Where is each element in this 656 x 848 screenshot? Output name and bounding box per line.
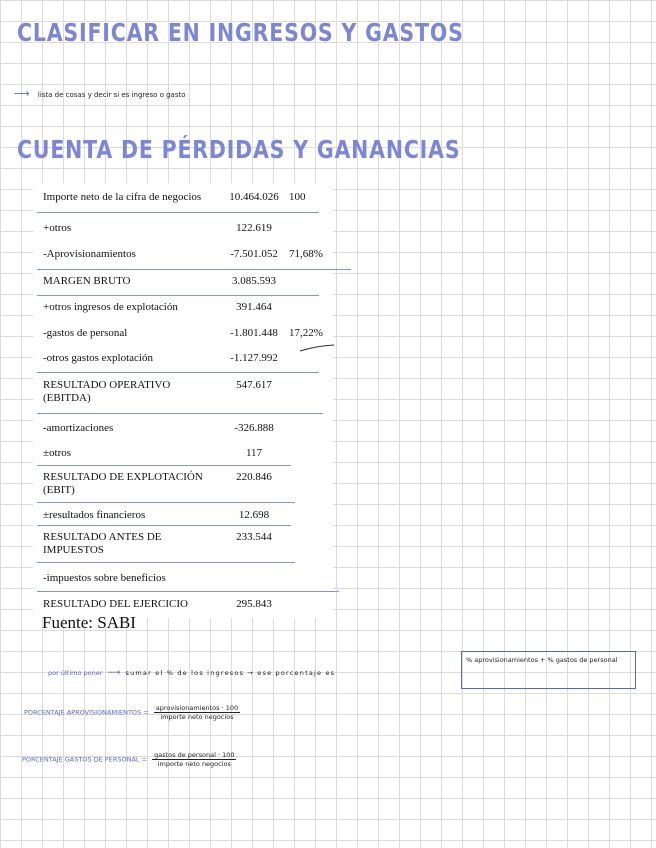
table-row	[33, 443, 333, 465]
table-row	[33, 563, 333, 591]
note-text-1: lista de cosas y decir si es ingreso o gasto	[37, 91, 186, 99]
arrow-icon: ⟶	[14, 87, 30, 100]
row-label: RESULTADO ANTES DE IMPUESTOS	[43, 531, 162, 556]
row-label: -impuestos sobre beneficios	[43, 572, 166, 584]
income-statement-table	[33, 183, 333, 618]
row-label: +otros ingresos de explotación	[43, 301, 178, 313]
highlight-box	[461, 651, 636, 689]
row-label: ±resultados financieros	[43, 509, 146, 521]
row-label: +otros	[43, 222, 72, 234]
formula-gastos-personal	[22, 749, 236, 768]
table-row	[33, 373, 333, 413]
table-row	[33, 466, 333, 502]
row-value: 12.698	[238, 509, 270, 521]
row-label: Importe neto de la cifra de negocios	[43, 191, 202, 203]
row-value: -1.801.448	[230, 327, 278, 339]
row-percent: 100	[289, 191, 306, 203]
note-line-1	[14, 82, 186, 101]
arrow-icon: ⟶	[107, 668, 121, 678]
table-row	[33, 322, 333, 347]
heading-profit-loss: CUENTA DE PÉRDIDAS Y GANANCIAS	[17, 135, 461, 164]
table-row	[33, 213, 333, 246]
table-row	[33, 246, 333, 269]
row-label: RESULTADO DEL EJERCICIO	[43, 598, 188, 610]
table-row	[33, 503, 333, 525]
denominator: importe neto negocios	[160, 713, 234, 721]
numerator: gastos de personal · 100	[154, 751, 235, 759]
row-label: RESULTADO DE EXPLOTACIÓN (EBIT)	[43, 471, 203, 496]
row-percent: 71,68%	[289, 248, 323, 260]
row-label: MARGEN BRUTO	[43, 275, 131, 287]
denominator: importe neto negocios	[157, 760, 231, 768]
note-text-2: sumar el % de los ingresos → ese porcentaje es	[125, 669, 336, 677]
fraction	[154, 704, 240, 721]
table-row	[33, 347, 333, 372]
row-label: -amortizaciones	[43, 422, 114, 434]
row-value: 233.544	[236, 531, 272, 543]
row-value: 547.617	[236, 379, 272, 391]
row-percent: 17,22%	[289, 327, 323, 339]
note-prefix: por último poner	[48, 669, 103, 677]
box-text: % aprovisionamientos + % gastos de personal	[466, 656, 618, 664]
row-value: -326.888	[234, 422, 274, 434]
table-row	[33, 296, 333, 322]
row-label: RESULTADO OPERATIVO (EBITDA)	[43, 379, 171, 404]
table-row	[33, 526, 333, 562]
row-value: -7.501.052	[230, 248, 278, 260]
row-value: -1.127.992	[230, 352, 278, 364]
pen-stroke-icon	[298, 342, 338, 354]
row-value: 122.619	[236, 222, 272, 234]
row-value: 391.464	[236, 301, 272, 313]
table-row	[33, 414, 333, 443]
heading-classify: CLASIFICAR EN INGRESOS Y GASTOS	[17, 18, 464, 47]
source-label: Fuente: SABI	[42, 613, 136, 632]
row-label: -Aprovisionamientos	[43, 248, 136, 260]
note-line-2	[48, 660, 335, 679]
numerator: aprovisionamientos · 100	[155, 704, 239, 712]
row-label: -otros gastos explotación	[43, 352, 153, 364]
table-row	[33, 270, 333, 295]
row-value: 220.846	[236, 471, 272, 483]
row-value: 295.843	[236, 598, 272, 610]
row-label: -gastos de personal	[43, 327, 128, 339]
table-row	[33, 183, 333, 212]
row-label: ±otros	[43, 447, 72, 459]
row-value: 10.464.026	[229, 191, 279, 203]
row-value: 3.085.593	[232, 275, 276, 287]
row-value: 117	[245, 447, 263, 459]
formula-label: PORCENTAJE APROVISIONAMIENTOS =	[24, 708, 149, 717]
fraction	[152, 751, 236, 768]
formula-label: PORCENTAJE GASTOS DE PERSONAL =	[22, 755, 148, 764]
formula-aprovisionamientos	[24, 702, 240, 721]
